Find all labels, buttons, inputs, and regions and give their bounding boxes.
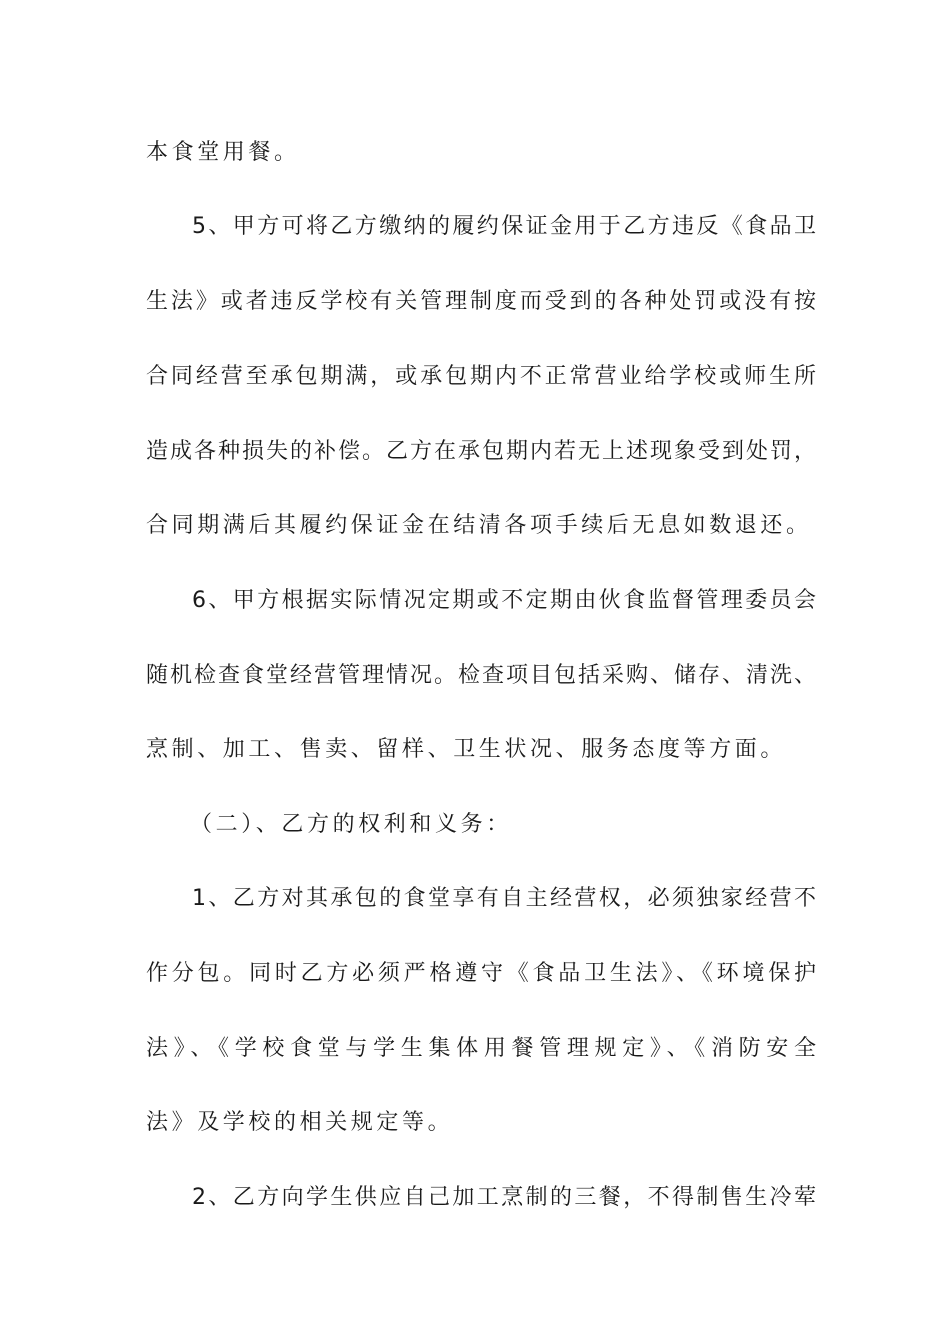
text-line: 造成各种损失的补偿。乙方在承包期内若无上述现象受到处罚， [146,439,816,464]
text-line: 随机检查食堂经营管理情况。检查项目包括采购、储存、清洗、 [146,663,816,688]
text-line: 生法》或者违反学校有关管理制度而受到的各种处罚或没有按 [146,289,816,314]
text-line: 作分包。同时乙方必须严格遵守《食品卫生法》、《环境保护 [146,961,816,986]
text-line: 5、甲方可将乙方缴纳的履约保证金用于乙方违反《食品卫 [192,214,816,239]
text-line: 1、乙方对其承包的食堂享有自主经营权，必须独家经营不 [192,886,816,911]
text-line: 合同经营至承包期满，或承包期内不正常营业给学校或师生所 [146,364,816,389]
text-line: 烹制、加工、售卖、留样、卫生状况、服务态度等方面。 [146,737,787,762]
text-line: 法》及学校的相关规定等。 [146,1110,454,1135]
text-line: 2、乙方向学生供应自己加工烹制的三餐，不得制售生冷荤 [192,1185,816,1210]
text-line: 法》、《学校食堂与学生集体用餐管理规定》、《消防安全 [146,1036,816,1061]
text-line: 6、甲方根据实际情况定期或不定期由伙食监督管理委员会 [192,588,816,613]
section-heading: （二）、乙方的权利和义务： [190,812,512,837]
text-line: 合同期满后其履约保证金在结清各项手续后无息如数退还。 [146,513,812,538]
text-line: 本食堂用餐。 [146,140,300,165]
